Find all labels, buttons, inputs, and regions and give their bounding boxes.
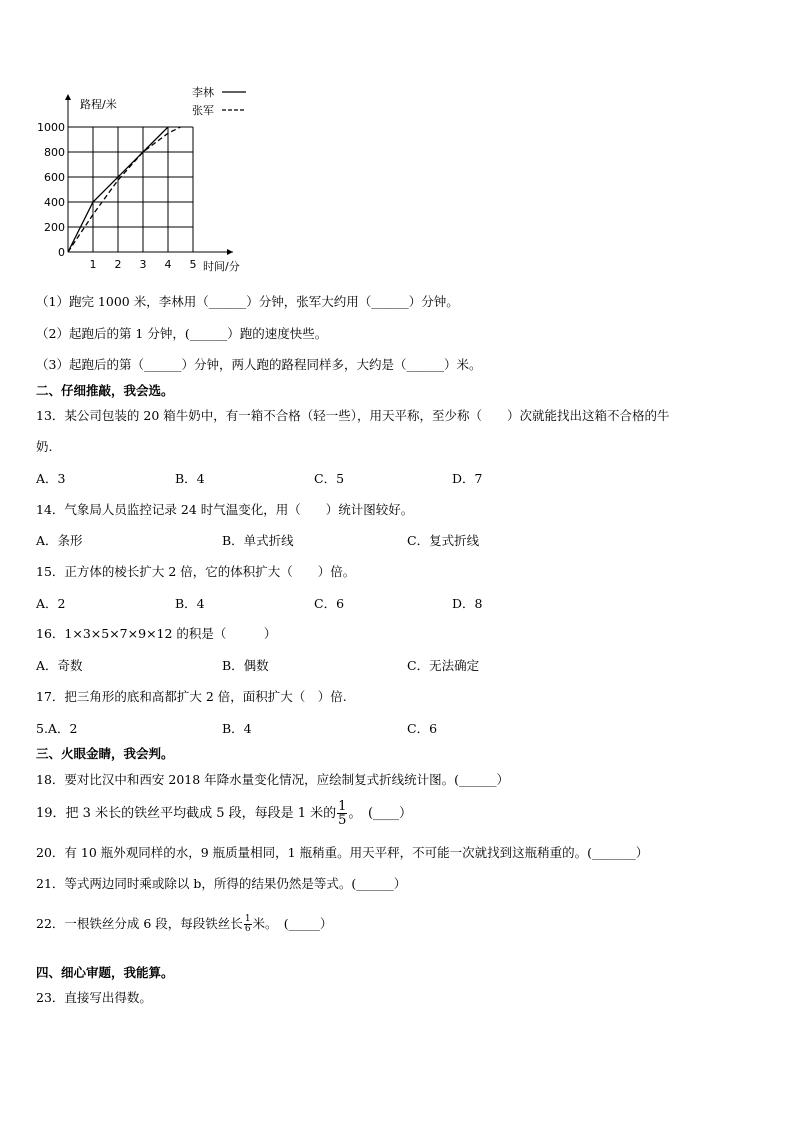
q22-text-after: 米。 (_____） <box>252 916 333 931</box>
chart-axes <box>65 94 233 255</box>
q16-text: 16．1×3×5×7×9×12 的积是（ ） <box>36 626 277 641</box>
q21-text: 21．等式两边同时乘或除以 b，所得的结果仍然是等式。(______） <box>36 876 407 891</box>
q19-text-after: 。 (____） <box>348 806 413 821</box>
q15-text: 15．正方体的棱长扩大 2 倍，它的体积扩大（ ）倍。 <box>36 564 356 579</box>
q19-fraction <box>337 800 347 827</box>
q22-text-before: 22．一根铁丝分成 6 段，每段铁丝长 <box>36 916 243 931</box>
x-tick-label: 2 <box>114 258 122 271</box>
q13-option-d: D．7 <box>452 471 483 486</box>
q13-text-line2: 奶. <box>36 439 53 454</box>
q19-text <box>36 800 412 827</box>
q13-option-b: B．4 <box>175 471 205 486</box>
q14-option-a: A．条形 <box>36 533 83 548</box>
y-tick-label: 0 <box>58 246 65 259</box>
q13-text-line1: 13．某公司包装的 20 箱牛奶中，有一箱不合格（轻一些），用天平称，至少称（ ）次就能找出这箱不合格的牛 <box>36 408 670 423</box>
q17-option-c: C．6 <box>407 721 438 736</box>
q16-option-a: A．奇数 <box>36 658 83 673</box>
q22-fraction-numerator: 1 <box>244 914 251 924</box>
q16-option-b: B．偶数 <box>222 658 269 673</box>
q16-option-c: C．无法确定 <box>407 658 480 673</box>
section-4-heading: 四、细心审题，我能算。 <box>36 965 174 980</box>
section-3-heading: 三、火眼金睛，我会判。 <box>36 746 174 761</box>
q22-fraction <box>244 915 252 934</box>
q15-option-b: B．4 <box>175 596 205 611</box>
q17-option-a: 5.A．2 <box>36 721 78 736</box>
q13-option-c: C．5 <box>314 471 345 486</box>
y-tick-label: 1000 <box>37 121 65 134</box>
x-axis-arrow <box>227 249 233 255</box>
section-2-heading: 二、仔细推敲，我会选。 <box>36 383 174 398</box>
q22-text <box>36 914 332 934</box>
y-tick-label: 400 <box>44 196 65 209</box>
q15-option-c: C．6 <box>314 596 345 611</box>
y-tick-label: 200 <box>44 221 65 234</box>
q15-option-a: A．2 <box>36 596 66 611</box>
q12-sub1: （1）跑完 1000 米，李林用（______）分钟，张军大约用（______）分钟。 <box>36 294 459 309</box>
chart-grid <box>68 127 193 252</box>
q20-text: 20．有 10 瓶外观同样的水，9 瓶质量相同，1 瓶稍重。用天平秤，不可能一次就找到这瓶稍重的。(_______） <box>36 845 649 860</box>
q19-fraction-numerator: 1 <box>338 799 347 814</box>
y-axis-label: 路程/米 <box>80 98 117 111</box>
distance-time-line-chart <box>30 82 270 282</box>
y-tick-label: 600 <box>44 171 65 184</box>
chart-legend <box>192 85 246 117</box>
x-tick-label: 4 <box>164 258 172 271</box>
legend-label: 李林 <box>192 86 214 99</box>
q22-fraction-denominator: 6 <box>244 924 251 934</box>
q14-text: 14．气象局人员监控记录 24 时气温变化，用（ ）统计图较好。 <box>36 502 414 517</box>
x-tick-label: 3 <box>139 258 147 271</box>
q12-sub2: （2）起跑后的第 1 分钟，(______）跑的速度快些。 <box>36 326 328 341</box>
y-axis-arrow <box>65 94 71 100</box>
q13-option-a: A．3 <box>36 471 66 486</box>
legend-label: 张军 <box>192 104 214 117</box>
x-tick-label: 5 <box>189 258 197 271</box>
q19-text-before: 19．把 3 米长的铁丝平均截成 5 段，每段是 1 米的 <box>36 806 337 821</box>
x-tick-label: 1 <box>89 258 97 271</box>
q17-option-b: B．4 <box>222 721 252 736</box>
y-tick-label: 800 <box>44 146 65 159</box>
q14-option-b: B．单式折线 <box>222 533 294 548</box>
q23-text: 23．直接写出得数。 <box>36 990 152 1005</box>
chart-labels <box>37 97 240 273</box>
x-axis-label: 时间/分 <box>203 260 240 273</box>
chart-series <box>68 127 181 252</box>
series-line-zhang-jun <box>68 127 181 252</box>
q18-text: 18．要对比汉中和西安 2018 年降水量变化情况，应绘制复式折线统计图。(______） <box>36 772 510 787</box>
q15-option-d: D．8 <box>452 596 483 611</box>
q19-fraction-denominator: 5 <box>338 813 347 828</box>
q17-text: 17．把三角形的底和高都扩大 2 倍，面积扩大（ ）倍. <box>36 689 347 704</box>
q14-option-c: C．复式折线 <box>407 533 480 548</box>
q12-sub3: （3）起跑后的第（______）分钟，两人跑的路程同样多，大约是（______）米。 <box>36 357 482 372</box>
